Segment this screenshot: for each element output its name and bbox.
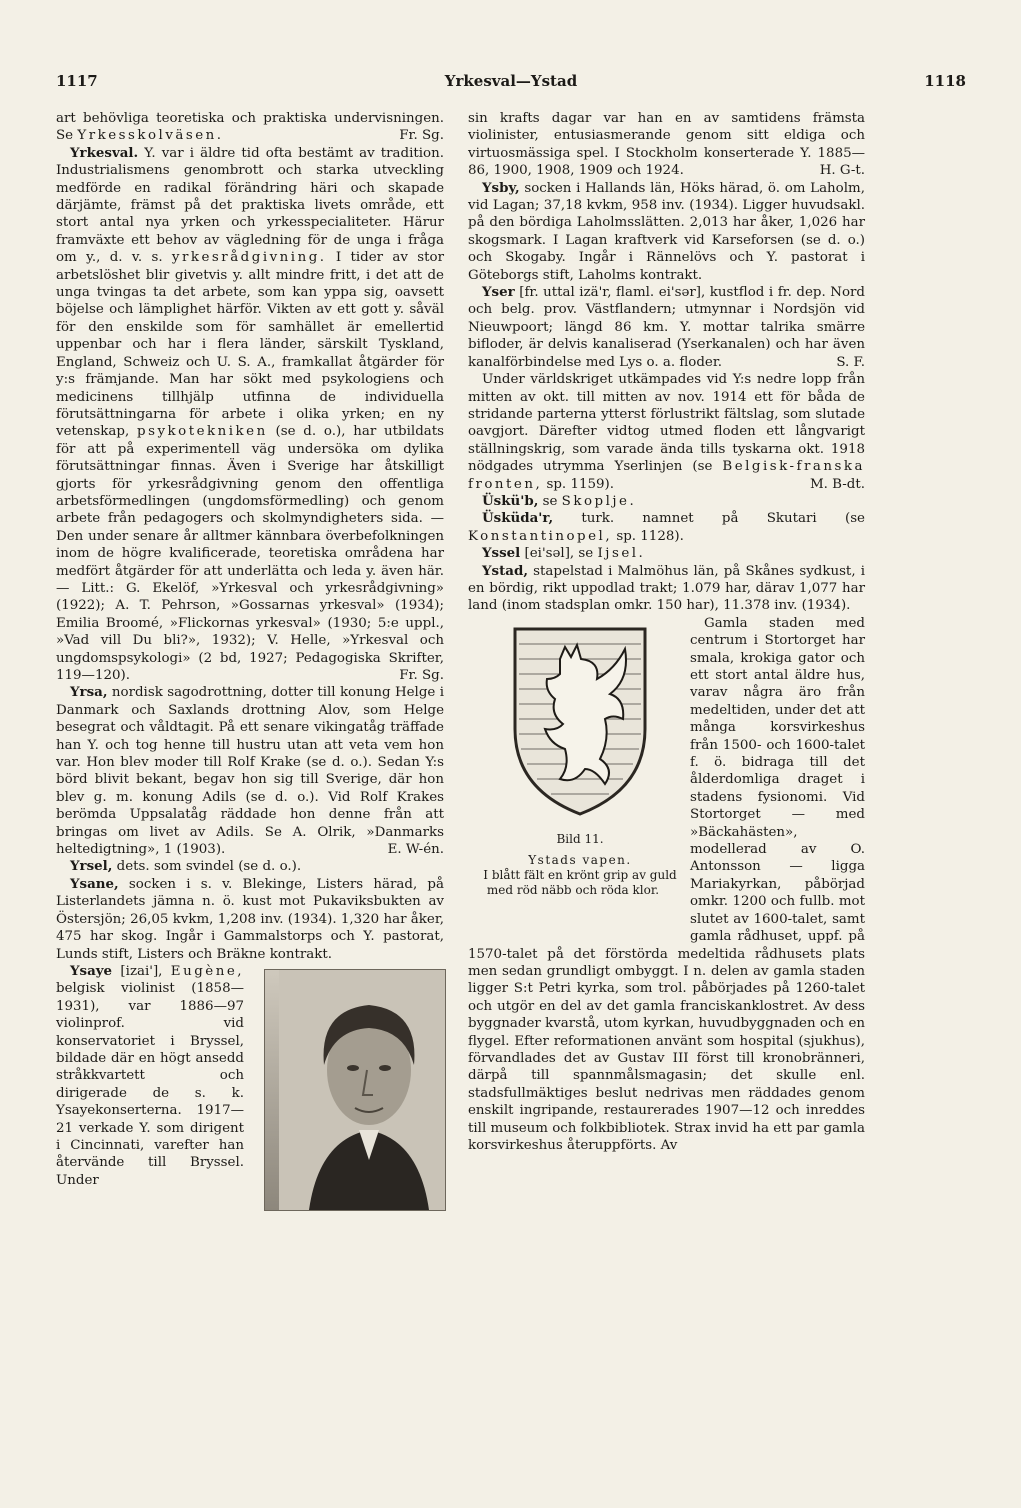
entry-yser-continued: Under världskriget utkämpades vid Y:s nedre lopp från mitten av okt. till mitten av nov. 1914 ett för båda de stridande parterna ytterst förlustrikt fältslag, som slutade oavgjort. Därefter vidtog utmed floden ett långvarigt ställningskrig, som varade ända tills tyskarna okt. 1918 nödgades utrymma Yserlinjen (se Belgisk-franska fronten, sp. 1159). M. B-dt. (468, 372, 865, 492)
author-signature: Fr. Sg. (399, 128, 444, 144)
cross-reference: Skoplje. (561, 493, 637, 509)
headword: Ysby, (482, 179, 520, 196)
headword: Yrkesval. (70, 144, 139, 161)
entry-yser: Yser [fr. uttal izä'r, flaml. ei'sər], kustflod i fr. dep. Nord och belg. prov. Västflandern; utmynnar i Nordsjön vid Nieuwpoort; längd 86 km. Y. mottar talrika smärre bifloder, är delvis kanaliserad (Yserkanalen) och har även kanalförbindelse med Lys o. a. floder. S. F. (468, 284, 865, 370)
entry-ystad: Ystad, stapelstad i Malmöhus län, på Skånes sydkust, i en bördig, rikt uppodlad trakt; 1.079 har, därav 1,077 har land (inom stadsplan omkr. 150 har), 11.378 inv. (1934). (468, 562, 865, 614)
page-header (56, 72, 966, 96)
entry-ysby: Ysby, socken i Hallands län, Höks härad, ö. om Laholm, vid Lagan; 37,18 kvkm, 958 inv. (1934). Ligger huvudsakl. på den bördiga Laholmsslätten. 2,013 har åker, 1,026 har skogsmark. I Lagan kraftverk vid Karseforsen (se d. o.) och Skogaby. Ingår i Rännelövs och Y. pastorat i Göteborgs stift, Laholms kontrakt. (468, 179, 865, 283)
entry-yrkesval: Yrkesval. Y. var i äldre tid ofta bestämt av tradition. Industrialismens genombrott och starka utveckling medförde en radikal förändring häri och skapade därjämte, främst på det praktiska livets område, ett stort antal nya yrken och yrkesspecialiteter. Härur framväxte ett behov av vägledning för de unga i fråga om y., d. v. s. yrkesrådgivning. I tider av stor arbetslöshet blir givetvis y. allt mindre fritt, i det att de unga tvingas ta det arbete, som kan yppa sig, oavsett böjelse och lämplighet härför. Vikten av ett gott y. såväl för den enskilde som för samhället är emellertid uppenbar och har i flera länder, särskilt Tyskland, England, Schweiz och U. S. A., framkallat åtgärder för y:s främjande. Man har sökt med psykologiens och medicinens tillhjälp utfinna de individuella förutsättningarna för arbete i olika yrken; en ny vetenskap, psykotekniken (se d. o.), har utbildats för att på experimentell väg undersöka om dylika förutsättningar finnas. Även i Sverige har åtskilligt gjorts för yrkesrådgivning genom den offentliga arbetsförmedlingen (ungdomsförmedling) och genom arbete från pedagogers och skolmyndigheters sida. — Den under senare år alltmer kännbara överbefolkningen inom de högre kvalificerade, teoretiska områdena har medfört åtgärder för att underlätta och leda y. även här. — Litt.: G. Ekelöf, »Yrkesval och yrkesrådgivning» (1922); A. T. Pehrson, »Gossarnas yrkesval» (1934); Emilia Broomé, »Flickornas yrkesval» (1930; 5:e uppl., »Vad vill Du bli?», 1932); V. Helle, »Yrkesval och ungdomspsykologi» (2 bd, 1927; Pedagogiska Skrifter, 119—120). Fr. Sg. (56, 144, 445, 683)
headword: Üskü'b, (482, 492, 539, 509)
entry-ystad-continued: Bild 11. Ystads vapen. I blått fält en krönt grip av guld med röd näbb och röda klor. Gamla staden med centrum i Stortorget har smala, krokiga gator och ett stort antal äldre hus, varav några äro från medeltiden, under det att många korsvirkeshus från 1500- och 1600-talet f. ö. bidraga till det ålderdomliga draget i stadens fysionomi. Vid Stortorget — med »Bäckahästen», modellerad av O. Antonsson — ligga Mariakyrkan, påbörjad omkr. 1200 och fullb. mot slutet av 1600-talet, samt gamla rådhuset, uppf. på 1570-talet på det förstörda medeltida rådhusets plats men sedan grundligt ombyggt. I n. delen av gamla staden ligger S:t Petri kyrka, som trol. påbörjades på 1260-talet och utgör en del av det gamla franciskanklostret. Av dess byggnader kvarstå, utom kyrkan, huvudbyggnaden och en flygel. Efter reformationen använt som hospital (sjukhus), förvandlades det av Gustav III först till kronobränneri, därpå till spannmålsmagasin; det skulle enl. stadsfullmäktiges beslut nedrivas men räddades genom enskilt ingripande, restaurerades 1907—12 och inreddes till museum och folkbibliotek. Strax invid ha ett par gamla korsvirkeshus återuppförts. Av (468, 615, 865, 1153)
right-column (468, 110, 865, 1154)
author-signature: Fr. Sg. (399, 668, 444, 683)
left-column (56, 110, 444, 1273)
headword: Yrsel, (70, 858, 113, 875)
caption-name: Ystads vapen. (528, 853, 632, 868)
figure-caption (468, 832, 678, 898)
headword: Ystad, (482, 562, 528, 579)
page-number-left: 1117 (56, 72, 98, 90)
headword: Ysaye (70, 962, 113, 979)
entry-uskudar: Üsküda'r, turk. namnet på Skutari (se Konstantinopel, sp. 1128). (468, 510, 865, 544)
cross-reference: yrkesrådgivning. (171, 250, 327, 266)
entry-yssel: Yssel [ei'səl], se Ijsel. (482, 545, 646, 562)
headword: Yser (482, 284, 515, 301)
caption-title: Bild 11. (556, 832, 604, 847)
cross-reference: psykotekniken (137, 424, 268, 440)
running-title: Yrkesval—Ystad (444, 72, 578, 90)
entry-uskub: Üskü'b, se Skoplje. (482, 492, 637, 509)
entry-ysaye: Ysaye [izai'], Eugène, belgisk violinist (1858—1931), var 1886—97 violinprof. vid konservatoriet i Bryssel, bildade där en högt ansedd stråkkvartett och dirigerade de s. k. Ysayekonserterna. 1917—21 verkade Y. som dirigent i Cincinnati, varefter han återvände till Bryssel. Under (56, 963, 444, 1189)
cross-reference: Yrkesskolväsen. (77, 128, 224, 144)
portrait-photo (264, 969, 446, 1211)
cross-reference: Belgisk-franska fronten, (468, 459, 865, 492)
author-signature: M. B-dt. (809, 476, 865, 492)
headword: Üsküda'r, (482, 510, 554, 527)
headword: Ysane, (70, 875, 119, 892)
portrait-image (279, 970, 446, 1210)
headword: Yssel (482, 545, 521, 562)
entry-yrsel: Yrsel, dets. som svindel (se d. o.). (70, 858, 302, 875)
entry-ysane: Ysane, socken i s. v. Blekinge, Listers härad, på Listerlandets jämna n. ö. kust mot Pukaviksbukten av Östersjön; 26,05 kvkm, 1,208 inv. (1934). 1,320 har åker, 475 har skog. Ingår i Gammalstorps och Y. pastorat, Lunds stift, Listers och Bräkne kontrakt. (56, 875, 444, 962)
author-signature: S. F. (836, 354, 865, 370)
author-signature: E. W-én. (387, 842, 444, 858)
cross-reference: Ijsel. (597, 546, 646, 562)
coat-of-arms-icon (505, 619, 655, 819)
entry-yrsa: Yrsa, nordisk sagodrottning, dotter till konung Helge i Danmark och Saxlands drottning Alov, som Helge besegrat och våldtagit. På ett senare vikingatåg träffade han Y. och tog henne till hustru utan att veta vem hon var. Hon blev moder till Rolf Krake (se d. o.). Sedan Y:s börd blivit bekant, begav hon sig till Sverige, där hon blev g. m. konung Adils (se d. o.). Vid Rolf Krakes berömda Uppsalatåg räddade hon denne från att bringas om livet av Adils. Se A. Olrik, »Danmarks heltedigtning», 1 (1903). E. W-én. (56, 684, 444, 858)
entry-ysaye-continuation: sin krafts dagar var han en av samtidens främsta violinister, entusiasmerande genom sitt eldiga och virtuosmässiga spel. I Stockholm konserterade Y. 1885—86, 1900, 1908, 1909 och 1924. H. G-t. (468, 111, 865, 179)
entry-continuation: art behövliga teoretiska och praktiska undervisningen. Se Yrkesskolväsen. Fr. Sg. (56, 111, 444, 144)
coat-of-arms-figure (468, 619, 678, 929)
portrait-figure (254, 969, 444, 1269)
page-number-right: 1118 (924, 72, 966, 90)
author-signature: H. G-t. (819, 163, 865, 179)
headword: Yrsa, (70, 684, 108, 701)
caption-description: I blått fält en krönt grip av guld med röd näbb och röda klor. (483, 868, 677, 898)
cross-reference: Konstantinopel, (468, 528, 613, 544)
